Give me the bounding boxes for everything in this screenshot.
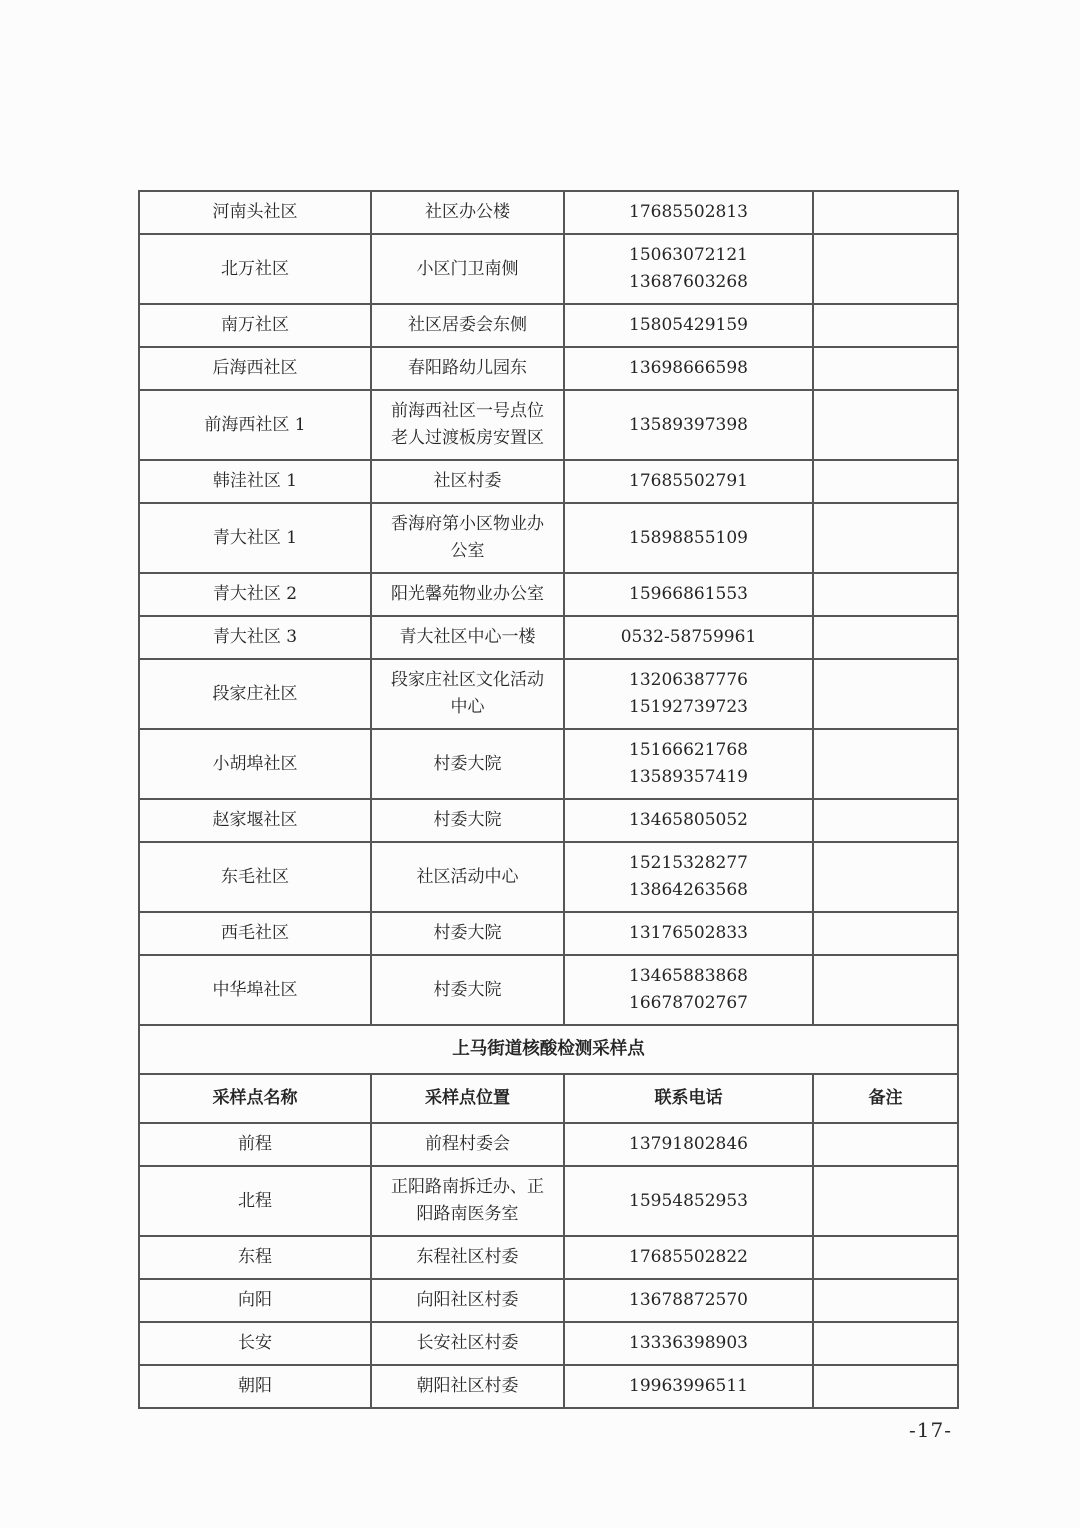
cell-text: 阳光馨苑物业办公室 bbox=[391, 584, 544, 604]
contact-phone-cell bbox=[564, 729, 813, 799]
table-row bbox=[139, 573, 958, 616]
sampling-points-table bbox=[138, 190, 959, 1409]
cell-text: 15192739723 bbox=[629, 697, 748, 717]
note-cell bbox=[813, 390, 958, 460]
cell-text: 村委大院 bbox=[433, 753, 502, 774]
note-cell bbox=[813, 729, 958, 799]
sampling-point-location-cell bbox=[371, 191, 564, 234]
contact-phone-cell bbox=[564, 390, 813, 460]
sampling-point-name-cell bbox=[139, 842, 371, 912]
cell-text: 西毛社区 bbox=[221, 923, 289, 943]
contact-phone-cell bbox=[564, 304, 813, 347]
cell-text: 15215328277 bbox=[629, 853, 748, 873]
cell-text: 17685502791 bbox=[629, 471, 748, 491]
table-row bbox=[139, 912, 958, 955]
cell-text: 向阳 bbox=[238, 1290, 272, 1310]
cell-text: 南万社区 bbox=[221, 315, 289, 335]
sampling-point-location-cell bbox=[371, 347, 564, 390]
contact-phone-cell bbox=[564, 1166, 813, 1236]
note-cell bbox=[813, 460, 958, 503]
cell-text: 13589357419 bbox=[629, 767, 748, 787]
note-cell bbox=[813, 347, 958, 390]
cell-text: 赵家堰社区 bbox=[212, 810, 298, 830]
cell-text: 15966861553 bbox=[629, 584, 748, 604]
cell-text: 小胡埠社区 bbox=[212, 753, 298, 774]
cell-text: 东毛社区 bbox=[221, 866, 289, 887]
cell-text: 韩洼社区 1 bbox=[212, 471, 298, 491]
sampling-point-name-cell bbox=[139, 503, 371, 573]
sampling-point-location-cell bbox=[371, 503, 564, 573]
cell-text: 长安 bbox=[238, 1333, 272, 1353]
cell-text: 13206387776 bbox=[629, 670, 748, 690]
note-cell bbox=[813, 842, 958, 912]
note-cell bbox=[813, 1279, 958, 1322]
column-header-phone: 联系电话 bbox=[564, 1074, 813, 1123]
sampling-point-location-cell bbox=[371, 729, 564, 799]
sampling-point-name-cell bbox=[139, 1123, 371, 1166]
table-row bbox=[139, 191, 958, 234]
note-cell bbox=[813, 1166, 958, 1236]
sampling-point-name-cell bbox=[139, 304, 371, 347]
table-row bbox=[139, 1365, 958, 1408]
cell-text: 13864263568 bbox=[629, 880, 748, 900]
sampling-point-name-cell bbox=[139, 191, 371, 234]
cell-text: 东程 bbox=[238, 1247, 272, 1267]
note-cell bbox=[813, 799, 958, 842]
note-cell bbox=[813, 616, 958, 659]
cell-text: 小区门卫南侧 bbox=[416, 258, 519, 279]
table-row bbox=[139, 616, 958, 659]
table-row bbox=[139, 347, 958, 390]
cell-text: 河南头社区 bbox=[212, 202, 298, 222]
sampling-point-name-cell bbox=[139, 955, 371, 1025]
cell-text: 17685502822 bbox=[629, 1247, 748, 1267]
contact-phone-cell bbox=[564, 799, 813, 842]
table-row bbox=[139, 659, 958, 729]
cell-text: 前程 bbox=[238, 1134, 272, 1154]
contact-phone-cell bbox=[564, 955, 813, 1025]
cell-text: 青大社区 1 bbox=[212, 527, 298, 548]
cell-text: 16678702767 bbox=[629, 993, 748, 1013]
table-row bbox=[139, 234, 958, 304]
cell-text: 13678872570 bbox=[629, 1290, 748, 1310]
contact-phone-cell bbox=[564, 191, 813, 234]
sampling-point-location-cell bbox=[371, 1365, 564, 1408]
note-cell bbox=[813, 191, 958, 234]
note-cell bbox=[813, 573, 958, 616]
sampling-point-name-cell bbox=[139, 1236, 371, 1279]
cell-text: 13465805052 bbox=[629, 810, 748, 830]
table-row bbox=[139, 304, 958, 347]
cell-text: 北万社区 bbox=[221, 258, 289, 279]
table-row bbox=[139, 503, 958, 573]
cell-text: 后海西社区 bbox=[212, 358, 298, 378]
cell-text: 朝阳社区村委 bbox=[416, 1376, 519, 1396]
cell-text: 向阳社区村委 bbox=[416, 1290, 519, 1310]
shangma-section bbox=[139, 1025, 958, 1123]
cell-text: 青大社区 2 bbox=[212, 584, 298, 604]
column-header-location: 采样点位置 bbox=[371, 1074, 564, 1123]
table-row bbox=[139, 1322, 958, 1365]
note-cell bbox=[813, 1322, 958, 1365]
cell-text: 0532-58759961 bbox=[620, 627, 757, 647]
column-header-name: 采样点名称 bbox=[139, 1074, 371, 1123]
cell-text: 青大社区 3 bbox=[212, 627, 298, 647]
table-header-row bbox=[139, 1074, 958, 1123]
contact-phone-cell bbox=[564, 1365, 813, 1408]
cell-text: 东程社区村委 bbox=[416, 1247, 519, 1267]
cell-text: 13465883868 bbox=[629, 966, 748, 986]
section-title: 上马街道核酸检测采样点 bbox=[139, 1025, 958, 1074]
note-cell bbox=[813, 659, 958, 729]
cell-text: 15805429159 bbox=[629, 315, 748, 335]
note-cell bbox=[813, 234, 958, 304]
table-row bbox=[139, 1236, 958, 1279]
sampling-point-name-cell bbox=[139, 729, 371, 799]
cell-text: 15166621768 bbox=[629, 740, 748, 760]
note-cell bbox=[813, 1236, 958, 1279]
sampling-point-location-cell bbox=[371, 304, 564, 347]
cell-text: 村委大院 bbox=[433, 923, 502, 943]
contact-phone-cell bbox=[564, 573, 813, 616]
cell-text: 长安社区村委 bbox=[416, 1333, 519, 1353]
note-cell bbox=[813, 503, 958, 573]
sampling-point-location-cell bbox=[371, 234, 564, 304]
cell-text: 前海西社区一号点位 bbox=[391, 401, 544, 421]
cell-text: 13336398903 bbox=[629, 1333, 748, 1353]
sampling-point-location-cell bbox=[371, 1123, 564, 1166]
cell-text: 北程 bbox=[238, 1190, 272, 1211]
table-row bbox=[139, 1166, 958, 1236]
contact-phone-cell bbox=[564, 347, 813, 390]
table-row bbox=[139, 1279, 958, 1322]
table-row bbox=[139, 729, 958, 799]
contact-phone-cell bbox=[564, 460, 813, 503]
sampling-point-name-cell bbox=[139, 390, 371, 460]
sampling-point-location-cell bbox=[371, 460, 564, 503]
cell-text: 中华埠社区 bbox=[212, 979, 298, 1000]
sampling-point-name-cell bbox=[139, 616, 371, 659]
note-cell bbox=[813, 955, 958, 1025]
page-number: -17- bbox=[909, 1418, 952, 1442]
contact-phone-cell bbox=[564, 1279, 813, 1322]
cell-text: 春阳路幼儿园东 bbox=[408, 358, 527, 378]
table-row bbox=[139, 1123, 958, 1166]
cell-text: 段家庄社区 bbox=[212, 683, 298, 704]
sampling-point-location-cell bbox=[371, 616, 564, 659]
cell-text: 13791802846 bbox=[629, 1134, 748, 1154]
column-header-note: 备注 bbox=[813, 1074, 958, 1123]
continuation-table-rows bbox=[139, 191, 958, 1025]
cell-text: 社区居委会东侧 bbox=[408, 315, 527, 335]
sampling-point-location-cell bbox=[371, 955, 564, 1025]
cell-text: 村委大院 bbox=[433, 810, 502, 830]
sampling-point-name-cell bbox=[139, 460, 371, 503]
cell-text: 中心 bbox=[450, 697, 485, 717]
sampling-point-location-cell bbox=[371, 573, 564, 616]
contact-phone-cell bbox=[564, 1322, 813, 1365]
contact-phone-cell bbox=[564, 912, 813, 955]
cell-text: 社区村委 bbox=[433, 471, 502, 491]
table-row bbox=[139, 390, 958, 460]
note-cell bbox=[813, 912, 958, 955]
contact-phone-cell bbox=[564, 659, 813, 729]
cell-text: 13698666598 bbox=[629, 358, 748, 378]
sampling-point-name-cell bbox=[139, 799, 371, 842]
sampling-point-name-cell bbox=[139, 1279, 371, 1322]
sampling-point-location-cell bbox=[371, 799, 564, 842]
contact-phone-cell bbox=[564, 1123, 813, 1166]
sampling-point-name-cell bbox=[139, 347, 371, 390]
sampling-point-name-cell bbox=[139, 1322, 371, 1365]
cell-text: 青大社区中心一楼 bbox=[399, 627, 536, 647]
sampling-point-name-cell bbox=[139, 573, 371, 616]
note-cell bbox=[813, 304, 958, 347]
contact-phone-cell bbox=[564, 503, 813, 573]
section-title-row bbox=[139, 1025, 958, 1074]
sampling-point-location-cell bbox=[371, 1236, 564, 1279]
cell-text: 前程村委会 bbox=[425, 1134, 510, 1154]
note-cell bbox=[813, 1123, 958, 1166]
cell-text: 15898855109 bbox=[629, 527, 748, 548]
note-cell bbox=[813, 1365, 958, 1408]
cell-text: 公室 bbox=[450, 541, 485, 561]
sampling-point-location-cell bbox=[371, 912, 564, 955]
cell-text: 朝阳 bbox=[238, 1376, 272, 1396]
table-row bbox=[139, 460, 958, 503]
cell-text: 老人过渡板房安置区 bbox=[391, 428, 544, 448]
cell-text: 13687603268 bbox=[629, 272, 748, 292]
cell-text: 17685502813 bbox=[629, 202, 748, 222]
shangma-table-rows bbox=[139, 1123, 958, 1408]
table-row bbox=[139, 842, 958, 912]
sampling-point-name-cell bbox=[139, 1166, 371, 1236]
contact-phone-cell bbox=[564, 234, 813, 304]
sampling-point-location-cell bbox=[371, 659, 564, 729]
sampling-point-location-cell bbox=[371, 1279, 564, 1322]
sampling-point-location-cell bbox=[371, 842, 564, 912]
sampling-point-name-cell bbox=[139, 1365, 371, 1408]
cell-text: 阳路南医务室 bbox=[416, 1204, 519, 1224]
sampling-point-name-cell bbox=[139, 912, 371, 955]
cell-text: 社区办公楼 bbox=[425, 202, 510, 222]
contact-phone-cell bbox=[564, 842, 813, 912]
sampling-point-name-cell bbox=[139, 234, 371, 304]
cell-text: 15954852953 bbox=[629, 1190, 748, 1211]
cell-text: 段家庄社区文化活动 bbox=[391, 670, 544, 690]
cell-text: 村委大院 bbox=[433, 979, 502, 1000]
cell-text: 19963996511 bbox=[629, 1376, 748, 1396]
sampling-point-location-cell bbox=[371, 390, 564, 460]
table-row bbox=[139, 799, 958, 842]
cell-text: 正阳路南拆迁办、正 bbox=[391, 1177, 544, 1197]
sampling-point-location-cell bbox=[371, 1322, 564, 1365]
contact-phone-cell bbox=[564, 616, 813, 659]
cell-text: 香海府第小区物业办 bbox=[391, 514, 544, 534]
cell-text: 13589397398 bbox=[629, 414, 748, 435]
cell-text: 15063072121 bbox=[629, 245, 748, 265]
sampling-point-name-cell bbox=[139, 659, 371, 729]
table-row bbox=[139, 955, 958, 1025]
cell-text: 社区活动中心 bbox=[416, 866, 519, 887]
cell-text: 前海西社区 1 bbox=[204, 414, 306, 435]
cell-text: 13176502833 bbox=[629, 923, 748, 943]
contact-phone-cell bbox=[564, 1236, 813, 1279]
sampling-point-location-cell bbox=[371, 1166, 564, 1236]
